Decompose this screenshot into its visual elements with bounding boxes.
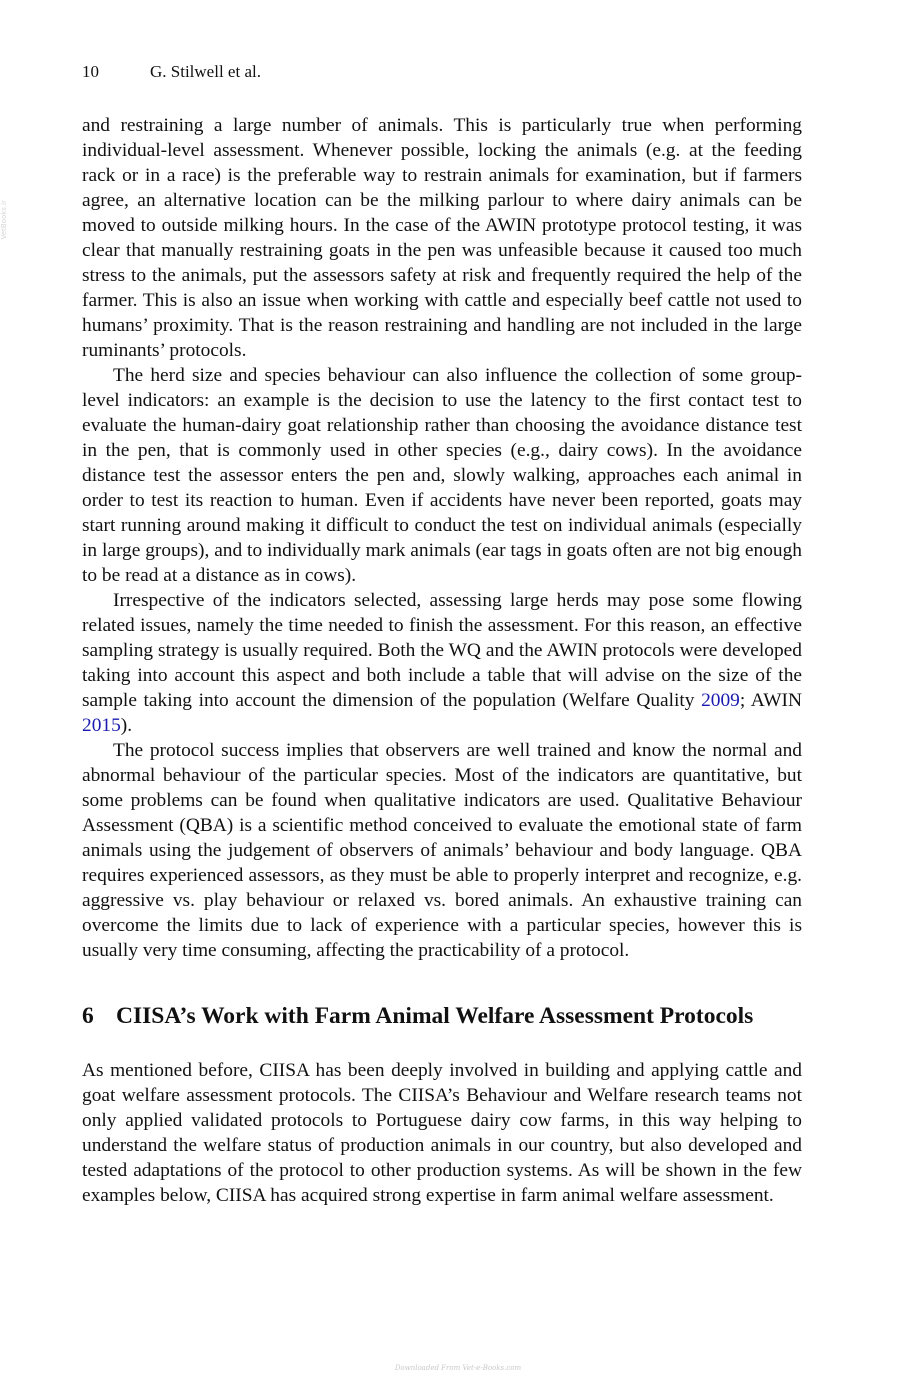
section-paragraph: As mentioned before, CIISA has been deeply involved in building and applying cattle and goat welfare assessment protocols. The CIISA’s Behaviour and Welfare research teams not only applied validated protocols to Portuguese dairy cow farms, in this way helping to understand the welfare status of production animals in our country, but also developed and tested adaptations of the protocol to other production systems. As will be shown in the few examples below, CIISA has acquired strong expertise in farm animal welfare assessment. — [82, 1060, 802, 1206]
main-content — [82, 113, 802, 1208]
section-number: 6 — [82, 1003, 94, 1029]
page-number: 10 — [82, 62, 99, 81]
citation-link-welfare-quality-2009[interactable]: 2009 — [701, 690, 740, 711]
page-header — [82, 62, 261, 82]
body-paragraph-3 — [82, 588, 802, 738]
running-head-authors: G. Stilwell et al. — [150, 62, 261, 81]
citation-link-awin-2015[interactable]: 2015 — [82, 715, 121, 736]
paragraph-text-segment: Irrespective of the indicators selected, assessing large herds may pose some flowing related issues, namely the time needed to finish the assessment. For this reason, an effective sampling strategy is usually required. Both the WQ and the AWIN protocols were developed taking into account this aspect and both include a table that will advise on the size of the sample taking into account the dimension of the population (Welfare Quality — [82, 590, 802, 711]
paragraph-text-segment: ; AWIN — [739, 690, 802, 711]
section-title: CIISA’s Work with Farm Animal Welfare Assessment Protocols — [116, 1003, 754, 1029]
section-heading — [82, 1001, 802, 1031]
body-paragraph-2: The herd size and species behaviour can also influence the collection of some group-level indicators: an example is the decision to use the latency to the first contact test to evaluate the human-dairy goat relationship rather than choosing the avoidance distance test in the pen, that is commonly used in other species (e.g., dairy cows). In the avoidance distance test the assessor enters the pen and, slowly walking, approaches each animal in order to test its reaction to human. Even if accidents have never been reported, goats may start running around making it difficult to conduct the test on individual animals (especially in large groups), and to individually mark animals (ear tags in goats often are not big enough to be read at a distance as in cows). — [82, 365, 802, 586]
footer-watermark: Downloaded From Vet-e-Books.com — [394, 1364, 522, 1372]
side-watermark: VetBooks.ir — [0, 200, 8, 240]
paragraph-text-segment: ). — [120, 715, 133, 736]
body-paragraph-1: and restraining a large number of animals. This is particularly true when performing individual-level assessment. Whenever possible, locking the animals (e.g. at the feeding rack or in a race) is the preferable way to restrain animals for examination, but if farmers agree, an alternative location can be the milking parlour to where dairy animals can be moved to outside milking hours. In the case of the AWIN prototype protocol testing, it was clear that manually restraining goats in the pen was unfeasible because it caused too much stress to the animals, put the assessors safety at risk and frequently required the help of the farmer. This is also an issue when working with cattle and especially beef cattle not used to humans’ proximity. That is the reason restraining and handling are not included in the large ruminants’ protocols. — [82, 115, 802, 361]
body-paragraph-4: The protocol success implies that observers are well trained and know the normal and abnormal behaviour of the particular species. Most of the indicators are quantitative, but some problems can be found when qualitative indicators are used. Qualitative Behaviour Assessment (QBA) is a scientific method conceived to evaluate the emotional state of farm animals using the judgement of observers of animals’ behaviour and body language. QBA requires experienced assessors, as they must be able to properly interpret and recognize, e.g. aggressive vs. play behaviour or relaxed vs. bored animals. An exhaustive training can overcome the limits due to lack of experience with a particular species, however this is usually very time consuming, affecting the practicability of a protocol. — [82, 740, 802, 961]
